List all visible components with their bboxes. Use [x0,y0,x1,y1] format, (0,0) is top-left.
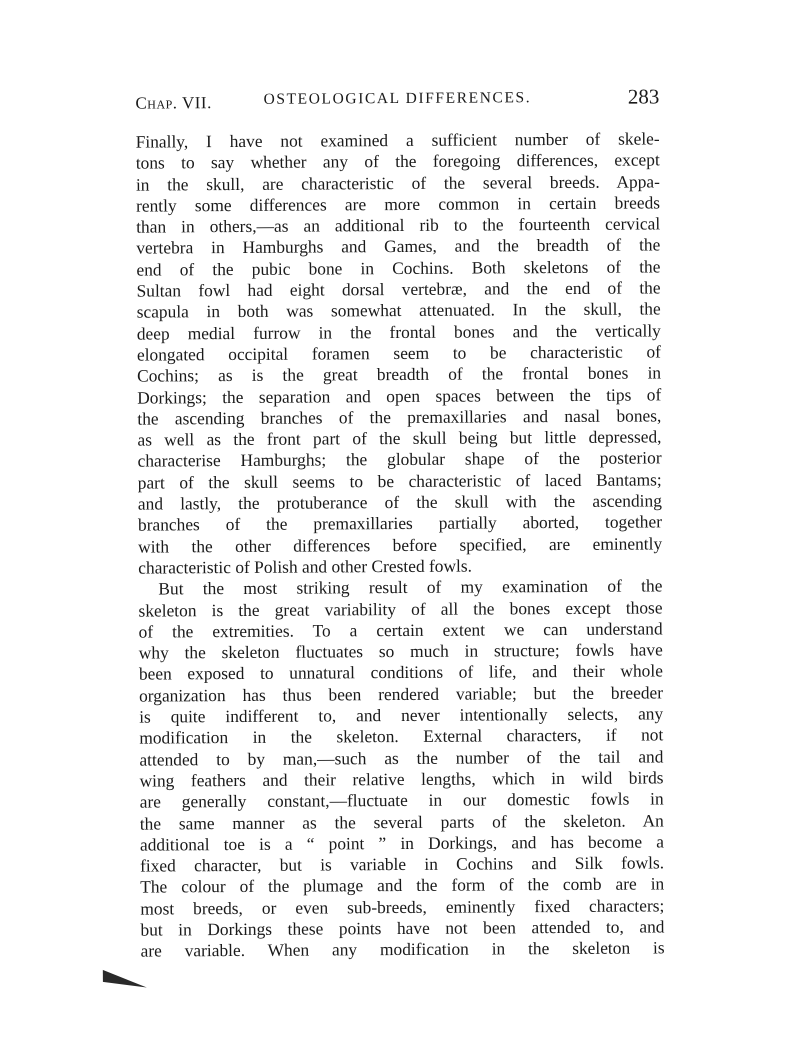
text-line: the same manner as the several parts of the skeleton. An [139,809,664,834]
page-number: 283 [627,84,660,109]
text-line: Finally, I have not examined a sufficient number of skele- [135,128,660,152]
text-line: rently some differences are more common in certain breeds [135,192,661,216]
text-line: been exposed to unnatural conditions of life, and their whole [138,660,663,685]
text-line: Cochins; as is the great breadth of the frontal bones in [137,362,662,386]
text-line: the ascending branches of the premaxillaries and nasal bones, [137,405,662,429]
text-line: fixed character, but is variable in Cochins and Silk fowls. [140,852,665,876]
text-line: elongated occipital foramen seem to be characteristic of [136,341,662,365]
text-line: Dorkings; the separation and open spaces between the tips of [137,383,662,408]
text-line: are variable. When any modification in the skeleton is [140,937,665,961]
text-line: deep medial furrow in the frontal bones and the vertically [136,320,661,344]
text-line: The colour of the plumage and the form of the comb are in [140,873,665,897]
text-line: of the extremities. To a certain extent we can understand [138,618,663,642]
text-line: vertebra in Hamburghs and Games, and the breadth of the [136,234,661,259]
text-line: part of the skull seems to be characteristic of laced Bantams; [137,469,662,493]
body-text [136,128,665,962]
text-line: most breeds, or even sub-breeds, eminently fixed characters; [140,895,665,919]
text-line: modification in the skeleton. External characters, if not [139,724,664,748]
text-line: and lastly, the protuberance of the skull with the ascending [137,490,662,514]
text-line: why the skeleton fluctuates so much in structure; fowls have [138,639,663,663]
text-line: than in others,—as an additional rib to the fourteenth cervical [136,213,661,237]
running-title: OSTEOLOGICAL DIFFERENCES. [263,89,532,108]
text-line: Sultan fowl had eight dorsal vertebræ, and the end of the [136,277,661,301]
text-line: but in Dorkings these points have not been attended to, and [140,916,665,940]
text-line: tons to say whether any of the foregoing differences, except [135,149,660,173]
page-corner-mark [103,968,147,990]
text-line: with the other differences before specified, are eminently [138,533,663,557]
text-line: end of the pubic bone in Cochins. Both skeletons of the [136,256,661,280]
chapter-label: Chap. VII. [135,93,212,113]
text-line: is quite indifferent to, and never intentionally selects, any [139,703,664,727]
text-line: additional toe is a “ point ” in Dorkings, and has become a [139,831,664,855]
text-line: branches of the premaxillaries partially aborted, together [137,511,663,535]
text-line: scapula in both was somewhat attenuated. In the skull, the [136,298,661,322]
text-line: attended to by man,—such as the number of the tail and [139,746,664,770]
text-line: characterise Hamburghs; the globular shape of the posterior [137,447,662,472]
text-line: organization has thus been rendered variable; but the breeder [138,682,664,706]
text-line: in the skull, are characteristic of the several breeds. Appa- [135,170,660,195]
text-line: as well as the front part of the skull being but little depressed, [137,426,662,450]
text-line: But the most striking result of my examination of the [158,575,663,599]
text-line: are generally constant,—fluctuate in our domestic fowls in [139,788,664,812]
text-line: characteristic of Polish and other Crested fowls. [138,555,473,578]
running-head [135,84,659,117]
text-line: skeleton is the great variability of all the bones except those [138,596,663,621]
text-line: wing feathers and their relative lengths, which in wild birds [139,767,664,791]
